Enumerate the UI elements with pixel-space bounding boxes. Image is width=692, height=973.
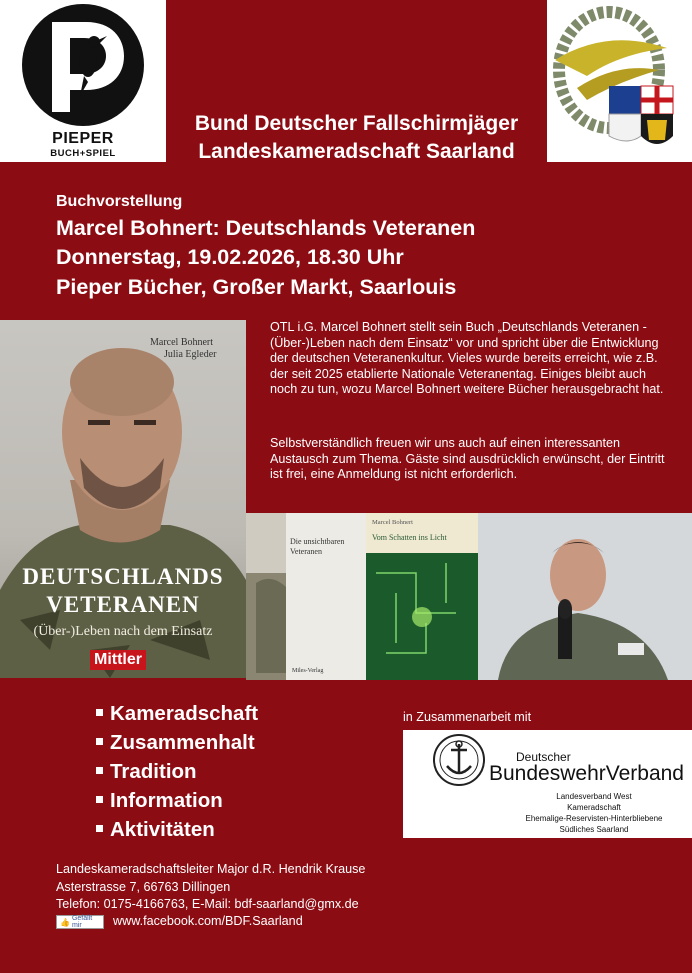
contact-phone-email: Telefon: 0175-4166763, E-Mail: bdf-saarland@gmx.de (56, 897, 359, 911)
cover-title-line-2: VETERANEN (46, 592, 200, 617)
book3-author: Marcel Bohnert (372, 519, 413, 526)
bullet-information: Information (96, 789, 223, 813)
book3-title: Vom Schatten ins Licht (372, 533, 447, 542)
speaker-photo (478, 513, 692, 680)
bwv-name-line-1: Deutscher (516, 750, 571, 764)
bullet-kameradschaft: Kameradschaft (96, 702, 258, 726)
description-paragraph-2: Selbstverständlich freuen wir uns auch auf einen interessanten Austausch zum Thema. Gäste sind ausdrücklich erwünscht, der Eintritt ist frei, eine Anmeldung ist nicht erforderlich. (270, 436, 665, 481)
cover-subtitle: (Über-)Leben nach dem Einsatz (33, 624, 213, 639)
logo-name: PIEPER (52, 130, 114, 147)
bullet-zusammenhalt: Zusammenhalt (96, 731, 255, 755)
bullet-square-icon (96, 825, 103, 832)
event-place: Pieper Bücher, Großer Markt, Saarlouis (56, 275, 457, 299)
pieper-logo (0, 0, 166, 162)
bwv-detail-2: Kameradschaft (567, 803, 621, 812)
book2-title-1: Die unsichtbaren (290, 537, 345, 546)
bullet-square-icon (96, 709, 103, 716)
contact-address: Asterstrasse 7, 66763 Dillingen (56, 880, 231, 894)
cover-author-1: Marcel Bohnert (150, 337, 214, 348)
book-vom-schatten-ins-licht (366, 513, 478, 680)
bwv-detail-4: Südliches Saarland (559, 825, 629, 834)
bullet-square-icon (96, 796, 103, 803)
bwv-detail-1: Landesverband West (556, 792, 632, 801)
speaker-at-microphone-icon (478, 513, 692, 680)
logo-subtitle: BUCH+SPIEL (50, 148, 116, 159)
bullet-aktivitaeten: Aktivitäten (96, 818, 215, 842)
book-cover (0, 320, 246, 678)
anchor-emblem-icon (431, 732, 487, 788)
bwv-name-line-2: BundeswehrVerband (489, 762, 684, 785)
bullet-square-icon (96, 767, 103, 774)
cover-title-line-1: DEUTSCHLANDS (22, 564, 224, 589)
circuit-pattern-icon (366, 553, 478, 680)
contact-leader: Landeskameradschaftsleiter Major d.R. Hendrik Krause (56, 862, 366, 876)
thumbs-up-icon: 👍 (60, 917, 70, 927)
bullet-tradition: Tradition (96, 760, 197, 784)
event-date: Donnerstag, 19.02.2026, 18.30 Uhr (56, 245, 404, 269)
cover-author-2: Julia Egleder (164, 349, 217, 360)
fallschirmjaeger-badge (547, 0, 692, 162)
event-kind: Buchvorstellung (56, 193, 183, 210)
organization-subtitle: Landeskameradschaft Saarland (198, 140, 515, 163)
bwv-detail-3: Ehemalige-Reservisten-Hinterbliebene (525, 814, 663, 823)
book2-title-2: Veteranen (290, 547, 322, 556)
event-title: Marcel Bohnert: Deutschlands Veteranen (56, 216, 476, 240)
bullet-square-icon (96, 738, 103, 745)
facebook-link[interactable]: www.facebook.com/BDF.Saarland (113, 914, 303, 928)
photo-strip (246, 513, 692, 680)
book2-publisher: Miles-Verlag (292, 668, 324, 674)
facebook-like-button[interactable]: 👍 Gefällt mir (56, 915, 104, 929)
book-unsichtbaren-veteranen (246, 513, 366, 680)
description-paragraph-1: OTL i.G. Marcel Bohnert stellt sein Buch „Deutschlands Veteranen - (Über-)Leben nach dem Einsatz“ vor und spricht über die Entwicklung der deutschen Veteranenkultur. Vieles wurde bereits erreicht, wie z.B. der seit 2025 etablierte Nationale Veteranentag. Einiges bleibt auch noch zu tun, wozu Marcel Bohnert weitere Bücher herausgebracht hat. (270, 320, 664, 396)
bird-logo-icon (22, 4, 144, 126)
organization-name: Bund Deutscher Fallschirmjäger (194, 112, 519, 135)
cover-publisher: Mittler (90, 650, 146, 670)
cooperation-label: in Zusammenarbeit mit (403, 710, 532, 724)
bundeswehrverband-logo (403, 730, 692, 838)
